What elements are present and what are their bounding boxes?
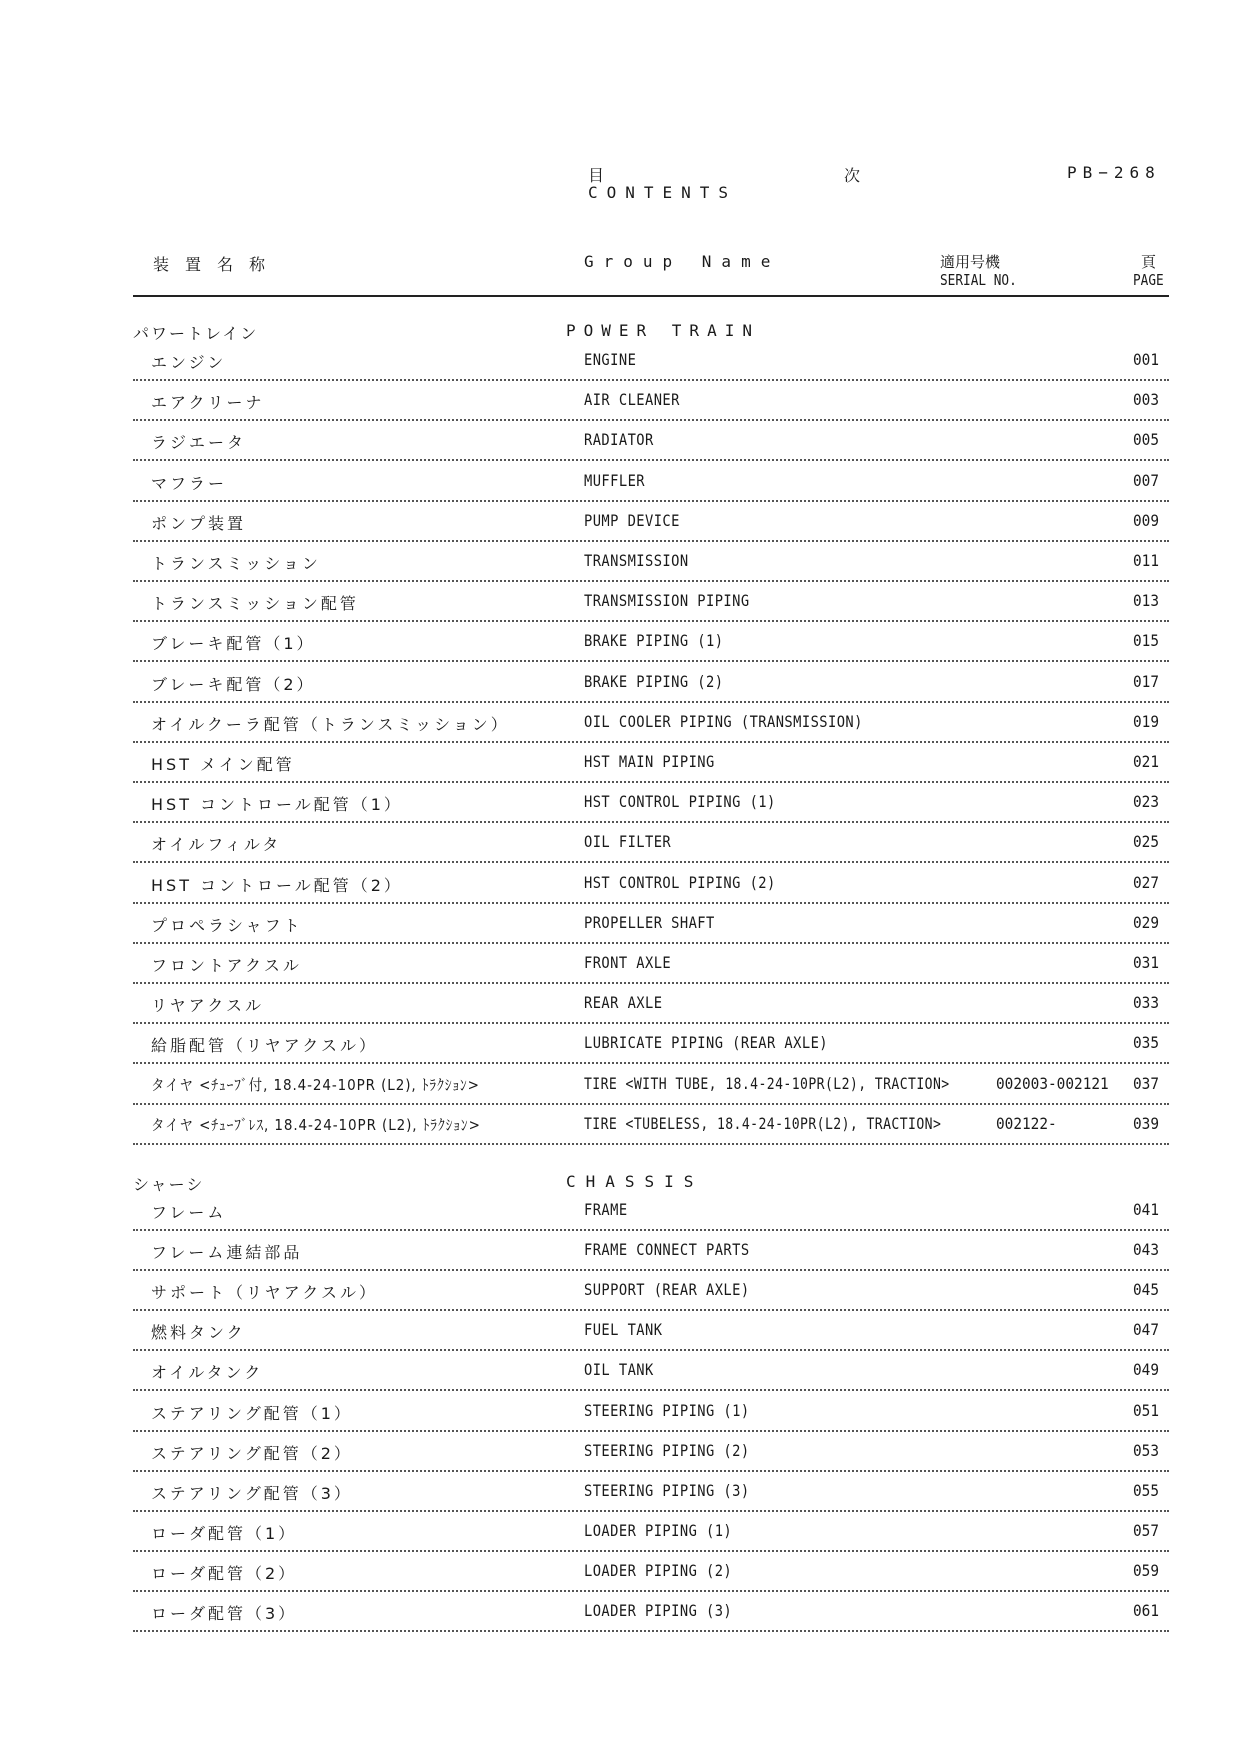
row-divider — [133, 982, 1169, 984]
row-divider — [133, 379, 1169, 381]
row-divider — [133, 701, 1169, 703]
column-page-jp: 頁 — [1141, 253, 1157, 271]
item-page: 021 — [1133, 752, 1160, 771]
row-divider — [133, 1510, 1169, 1512]
row-divider — [133, 1470, 1169, 1472]
column-group-name: Group Name — [584, 252, 781, 271]
item-name-jp: ブレーキ配管（2） — [151, 674, 316, 694]
item-page: 031 — [1133, 953, 1160, 972]
row-divider — [133, 1309, 1169, 1311]
item-page: 059 — [1133, 1560, 1160, 1580]
row-divider — [133, 741, 1169, 743]
item-page: 045 — [1133, 1280, 1160, 1300]
item-name-jp: ステアリング配管（1） — [151, 1403, 353, 1423]
item-name-jp: 給脂配管（リヤアクスル） — [151, 1036, 379, 1056]
item-name-en: BRAKE PIPING (1) — [584, 631, 724, 651]
item-name-jp: HST コントロール配管（2） — [151, 875, 403, 895]
item-name-en: STEERING PIPING (1) — [584, 1400, 750, 1420]
item-name-jp: ステアリング配管（2） — [151, 1443, 353, 1463]
row-divider — [133, 1349, 1169, 1351]
item-page: 061 — [1133, 1601, 1160, 1620]
item-name-jp: トランスミッション配管 — [151, 594, 359, 614]
row-divider — [133, 660, 1169, 662]
column-name-jp: 装置名称 — [153, 255, 282, 274]
row-divider — [133, 1590, 1169, 1592]
row-divider — [133, 1103, 1169, 1105]
item-page: 027 — [1133, 872, 1160, 892]
item-page: 035 — [1133, 1033, 1160, 1053]
item-page: 053 — [1133, 1440, 1160, 1460]
item-name-en: FUEL TANK — [584, 1320, 663, 1340]
item-name-jp: フロントアクスル — [151, 956, 302, 975]
item-name-jp: タイヤ <ﾁｭｰﾌﾞﾚｽ, 18.4-24-10PR (L2), ﾄﾗｸｼｮﾝ> — [151, 1115, 481, 1134]
item-name-jp: オイルタンク — [151, 1363, 264, 1383]
column-page-en: PAGE — [1133, 271, 1164, 289]
item-page: 023 — [1133, 792, 1160, 812]
item-name-en: LOADER PIPING (3) — [584, 1601, 733, 1620]
item-name-jp: トランスミッション — [151, 554, 321, 573]
item-name-jp: タイヤ <ﾁｭｰﾌﾞ付, 18.4-24-10PR (L2), ﾄﾗｸｼｮﾝ> — [151, 1075, 480, 1094]
item-name-en: TIRE <TUBELESS, 18.4-24-10PR(L2), TRACTION> — [584, 1113, 942, 1133]
row-divider — [133, 1630, 1169, 1632]
item-name-jp: ラジエータ — [151, 433, 247, 453]
row-divider — [133, 419, 1169, 421]
item-name-jp: ローダ配管（2） — [151, 1563, 298, 1583]
item-name-jp: フレーム連結部品 — [151, 1243, 303, 1263]
item-name-jp: HST メイン配管 — [151, 755, 295, 774]
item-name-en: OIL TANK — [584, 1360, 654, 1380]
row-divider — [133, 1229, 1169, 1231]
item-name-jp: エンジン — [151, 353, 227, 372]
item-name-en: ENGINE — [584, 350, 637, 369]
item-page: 051 — [1133, 1400, 1160, 1420]
row-divider — [133, 1062, 1169, 1064]
section-title-jp: シャーシ — [133, 1175, 205, 1194]
item-page: 057 — [1133, 1520, 1160, 1540]
item-page: 037 — [1133, 1073, 1160, 1093]
item-page: 011 — [1133, 551, 1160, 570]
item-page: 019 — [1133, 711, 1160, 731]
item-page: 055 — [1133, 1480, 1160, 1500]
item-name-en: TRANSMISSION — [584, 551, 689, 570]
item-page: 043 — [1133, 1240, 1160, 1260]
header-rule — [133, 295, 1169, 297]
row-divider — [133, 540, 1169, 542]
item-name-en: STEERING PIPING (3) — [584, 1480, 750, 1500]
item-name-en: HST MAIN PIPING — [584, 752, 715, 771]
item-name-en: STEERING PIPING (2) — [584, 1440, 750, 1460]
row-divider — [133, 1022, 1169, 1024]
item-page: 005 — [1133, 430, 1160, 450]
title-jp: 目 次 — [588, 166, 973, 185]
item-page: 015 — [1133, 631, 1160, 651]
row-divider — [133, 821, 1169, 823]
row-divider — [133, 861, 1169, 863]
item-name-en: RADIATOR — [584, 430, 654, 450]
item-name-jp: プロペラシャフト — [151, 915, 303, 935]
item-name-en: FRAME CONNECT PARTS — [584, 1240, 750, 1260]
item-name-jp: ブレーキ配管（1） — [151, 634, 316, 654]
item-page: 017 — [1133, 671, 1160, 691]
column-serial-en: SERIAL NO. — [940, 271, 1017, 289]
item-page: 047 — [1133, 1320, 1160, 1340]
item-name-jp: ローダ配管（3） — [151, 1604, 298, 1623]
item-name-en: MUFFLER — [584, 470, 646, 490]
item-name-jp: ローダ配管（1） — [151, 1523, 298, 1543]
item-name-en: PROPELLER SHAFT — [584, 912, 715, 932]
item-name-jp: フレーム — [151, 1203, 227, 1222]
section-title-en: CHASSIS — [566, 1172, 704, 1191]
item-name-en: TIRE <WITH TUBE, 18.4-24-10PR(L2), TRACTION> — [584, 1073, 950, 1093]
item-name-en: LOADER PIPING (1) — [584, 1520, 733, 1540]
row-divider — [133, 620, 1169, 622]
column-serial-jp: 適用号機 — [940, 253, 1001, 271]
item-name-jp: リヤアクスル — [151, 996, 265, 1016]
item-name-en: PUMP DEVICE — [584, 510, 680, 530]
row-divider — [133, 1389, 1169, 1391]
item-name-en: BRAKE PIPING (2) — [584, 671, 724, 691]
item-name-jp: HST コントロール配管（1） — [151, 795, 403, 815]
item-name-en: LOADER PIPING (2) — [584, 1560, 733, 1580]
item-name-en: OIL FILTER — [584, 832, 672, 852]
row-divider — [133, 781, 1169, 783]
row-divider — [133, 1550, 1169, 1552]
item-name-en: SUPPORT (REAR AXLE) — [584, 1280, 750, 1300]
item-page: 007 — [1133, 470, 1160, 490]
doc-code: PB−268 — [1067, 163, 1161, 182]
item-serial: 002122- — [996, 1113, 1057, 1133]
item-name-en: FRONT AXLE — [584, 953, 672, 972]
item-page: 039 — [1133, 1113, 1160, 1133]
item-name-jp: ポンプ装置 — [151, 513, 247, 533]
item-page: 041 — [1133, 1200, 1160, 1219]
title-en: CONTENTS — [588, 183, 738, 202]
item-name-en: AIR CLEANER — [584, 390, 680, 410]
item-page: 029 — [1133, 912, 1160, 932]
row-divider — [133, 1430, 1169, 1432]
item-page: 049 — [1133, 1360, 1160, 1380]
item-name-jp: ステアリング配管（3） — [151, 1483, 353, 1503]
item-name-jp: オイルフィルタ — [151, 835, 282, 855]
row-divider — [133, 459, 1169, 461]
item-name-jp: オイルクーラ配管（トランスミッション） — [151, 714, 510, 734]
item-name-jp: マフラー — [151, 473, 228, 493]
item-name-en: LUBRICATE PIPING (REAR AXLE) — [584, 1033, 828, 1053]
item-serial: 002003-002121 — [996, 1073, 1109, 1093]
section-title-en: POWER TRAIN — [566, 321, 760, 340]
item-page: 003 — [1133, 390, 1160, 410]
item-name-en: REAR AXLE — [584, 993, 663, 1013]
item-page: 009 — [1133, 510, 1160, 530]
row-divider — [133, 580, 1169, 582]
item-page: 025 — [1133, 832, 1160, 852]
item-name-en: TRANSMISSION PIPING — [584, 591, 750, 611]
item-page: 013 — [1133, 591, 1160, 611]
item-name-jp: 燃料タンク — [151, 1323, 246, 1343]
section-title-jp: パワートレイン — [133, 324, 259, 343]
item-page: 001 — [1133, 350, 1160, 369]
item-name-jp: サポート（リヤアクスル） — [151, 1283, 379, 1303]
row-divider — [133, 1143, 1169, 1145]
item-name-en: HST CONTROL PIPING (1) — [584, 792, 776, 812]
row-divider — [133, 942, 1169, 944]
item-name-en: FRAME — [584, 1200, 628, 1219]
row-divider — [133, 500, 1169, 502]
row-divider — [133, 1269, 1169, 1271]
row-divider — [133, 902, 1169, 904]
item-name-en: OIL COOLER PIPING (TRANSMISSION) — [584, 711, 863, 731]
item-page: 033 — [1133, 993, 1160, 1013]
item-name-jp: エアクリーナ — [151, 393, 265, 413]
item-name-en: HST CONTROL PIPING (2) — [584, 872, 776, 892]
